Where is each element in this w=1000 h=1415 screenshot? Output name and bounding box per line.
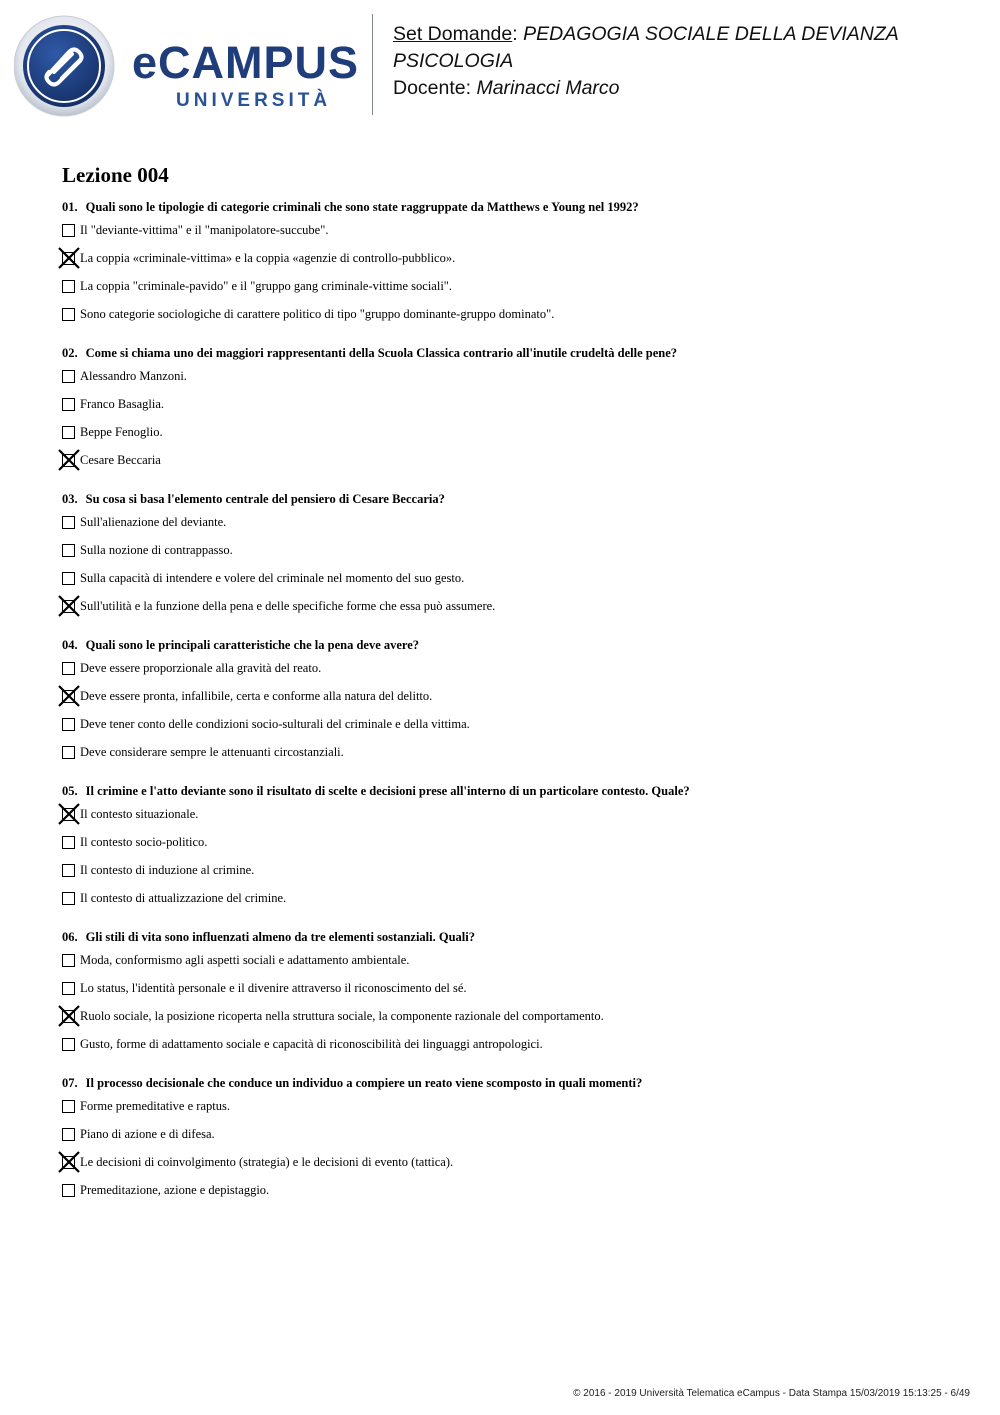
set-line [393, 21, 983, 75]
answer-text: Il contesto situazionale. [80, 807, 199, 821]
question-item [62, 489, 962, 621]
answer-text: Deve essere proporzionale alla gravità del reato. [80, 661, 322, 675]
question-label: Come si chiama uno dei maggiori rappresentanti della Scuola Classica contrario all'inutile crudeltà delle pene? [85, 346, 678, 360]
answer-option[interactable] [62, 301, 962, 329]
x-mark-icon [57, 594, 81, 618]
checkbox[interactable] [62, 1038, 75, 1051]
answer-option[interactable] [62, 711, 962, 739]
question-text [62, 635, 962, 655]
question-set [62, 161, 962, 1205]
answer-text: Sull'utilità e la funzione della pena e delle specifiche forme che essa può assumere. [80, 599, 496, 613]
question-item [62, 343, 962, 475]
checkbox[interactable] [62, 280, 75, 293]
checkbox[interactable] [62, 718, 75, 731]
checkbox[interactable] [62, 516, 75, 529]
answer-option[interactable] [62, 1149, 962, 1177]
question-label: Quali sono le tipologie di categorie criminali che sono state raggruppate da Matthews e Young nel 1992? [85, 200, 639, 214]
answer-text: Alessandro Manzoni. [80, 369, 187, 383]
checkbox[interactable] [62, 224, 75, 237]
checkbox[interactable] [62, 426, 75, 439]
answer-text: La coppia «criminale-vittima» e la coppia «agenzie di controllo-pubblico». [80, 251, 456, 265]
question-item [62, 197, 962, 329]
question-number: 01. [62, 200, 78, 214]
questions-list [62, 197, 962, 1205]
question-number: 06. [62, 930, 78, 944]
question-label: Quali sono le principali caratteristiche che la pena deve avere? [85, 638, 420, 652]
answer-text: Deve tener conto delle condizioni socio-sulturali del criminale e della vittima. [80, 717, 470, 731]
logo-brand-text: eCAMPUS [132, 37, 359, 88]
docente-name: Marinacci Marco [476, 77, 620, 99]
question-label: Su cosa si basa l'elemento centrale del pensiero di Cesare Beccaria? [85, 492, 445, 506]
answer-option[interactable] [62, 655, 962, 683]
question-number: 02. [62, 346, 78, 360]
question-text [62, 489, 962, 509]
question-number: 03. [62, 492, 78, 506]
answer-option[interactable] [62, 537, 962, 565]
answer-option[interactable] [62, 683, 962, 711]
checkbox[interactable] [62, 1100, 75, 1113]
answer-option[interactable] [62, 739, 962, 767]
question-item [62, 635, 962, 767]
page-footer: © 2016 - 2019 Università Telematica eCampus - Data Stampa 15/03/2019 15:13:25 - 6/49 [573, 1388, 970, 1399]
set-colon: : [512, 23, 524, 45]
answer-option[interactable] [62, 1003, 962, 1031]
answer-text: Lo status, l'identità personale e il divenire attraverso il riconoscimento del sé. [80, 981, 467, 995]
answer-option[interactable] [62, 391, 962, 419]
answer-text: Beppe Fenoglio. [80, 425, 163, 439]
answer-text: Sulla capacità di intendere e volere del criminale nel momento del suo gesto. [80, 571, 465, 585]
answer-text: Franco Basaglia. [80, 397, 165, 411]
answer-text: Il contesto di induzione al crimine. [80, 863, 255, 877]
question-label: Gli stili di vita sono influenzati almeno da tre elementi sostanziali. Quali? [85, 930, 475, 944]
answer-option[interactable] [62, 419, 962, 447]
answer-option[interactable] [62, 947, 962, 975]
answer-option[interactable] [62, 829, 962, 857]
question-item [62, 927, 962, 1059]
checkbox[interactable] [62, 544, 75, 557]
x-mark-icon [57, 448, 81, 472]
checkbox[interactable] [62, 1184, 75, 1197]
answer-option[interactable] [62, 857, 962, 885]
checkbox[interactable] [62, 398, 75, 411]
checkbox[interactable] [62, 1128, 75, 1141]
answer-option[interactable] [62, 593, 962, 621]
x-mark-icon [57, 1004, 81, 1028]
answer-option[interactable] [62, 1121, 962, 1149]
answer-option[interactable] [62, 565, 962, 593]
answer-option[interactable] [62, 885, 962, 913]
x-mark-icon [57, 684, 81, 708]
checkbox[interactable] [62, 864, 75, 877]
header-info [393, 21, 983, 102]
docente-label: Docente: [393, 77, 477, 99]
x-mark-icon [57, 802, 81, 826]
answer-text: Forme premeditative e raptus. [80, 1099, 230, 1113]
set-title: PEDAGOGIA SOCIALE DELLA DEVIANZA PSICOLOGIA [393, 23, 899, 72]
answer-option[interactable] [62, 509, 962, 537]
question-number: 04. [62, 638, 78, 652]
answer-text: Il contesto di attualizzazione del crimine. [80, 891, 287, 905]
answer-option[interactable] [62, 1093, 962, 1121]
lesson-title: Lezione 004 [62, 163, 169, 187]
checkbox[interactable] [62, 746, 75, 759]
answer-text: Premeditazione, azione e depistaggio. [80, 1183, 270, 1197]
header-divider [372, 14, 373, 115]
question-text [62, 197, 962, 217]
question-number: 07. [62, 1076, 78, 1090]
docente-line [393, 75, 983, 102]
x-mark-icon [57, 246, 81, 270]
answer-text: Gusto, forme di adattamento sociale e capacità di riconoscibilità dei linguaggi antropologici. [80, 1037, 543, 1051]
question-item [62, 781, 962, 913]
checkbox[interactable] [62, 308, 75, 321]
answer-text: Deve essere pronta, infallibile, certa e conforme alla natura del delitto. [80, 689, 433, 703]
answer-text: Il "deviante-vittima" e il "manipolatore-succube". [80, 223, 329, 237]
answer-text: Cesare Beccaria [80, 453, 161, 467]
page-header [0, 0, 1000, 130]
answer-text: Il contesto socio-politico. [80, 835, 208, 849]
answer-text: Sono categorie sociologiche di carattere politico di tipo "gruppo dominante-gruppo dominato". [80, 307, 555, 321]
answer-text: Ruolo sociale, la posizione ricoperta nella struttura sociale, la componente razionale del comportamento. [80, 1009, 604, 1023]
answer-text: Piano di azione e di difesa. [80, 1127, 215, 1141]
question-text [62, 343, 962, 363]
checkbox[interactable] [62, 954, 75, 967]
answer-option[interactable] [62, 801, 962, 829]
question-text [62, 927, 962, 947]
answer-text: Sull'alienazione del deviante. [80, 515, 227, 529]
answer-option[interactable] [62, 447, 962, 475]
answer-text: Deve considerare sempre le attenuanti circostanziali. [80, 745, 344, 759]
question-text [62, 1073, 962, 1093]
checkbox[interactable] [62, 982, 75, 995]
answer-option[interactable] [62, 245, 962, 273]
checkbox[interactable] [62, 370, 75, 383]
question-text [62, 781, 962, 801]
logo-subtitle-text: UNIVERSITÀ [176, 90, 332, 111]
answer-option[interactable] [62, 273, 962, 301]
answer-text: La coppia "criminale-pavido" e il "gruppo gang criminale-vittime sociali". [80, 279, 453, 293]
question-number: 05. [62, 784, 78, 798]
answer-text: Moda, conformismo agli aspetti sociali e adattamento ambientale. [80, 953, 410, 967]
answer-option[interactable] [62, 217, 962, 245]
checkbox[interactable] [62, 892, 75, 905]
question-label: Il crimine e l'atto deviante sono il risultato di scelte e decisioni prese all'interno di un particolare contesto. Quale? [85, 784, 690, 798]
answer-option[interactable] [62, 1177, 962, 1205]
answer-option[interactable] [62, 363, 962, 391]
checkbox[interactable] [62, 572, 75, 585]
set-label: Set Domande [393, 23, 513, 45]
question-item [62, 1073, 962, 1205]
checkbox[interactable] [62, 662, 75, 675]
x-mark-icon [57, 1150, 81, 1174]
question-label: Il processo decisionale che conduce un individuo a compiere un reato viene scomposto in quali momenti? [85, 1076, 643, 1090]
answer-text: Sulla nozione di contrappasso. [80, 543, 233, 557]
ecampus-logo [14, 14, 359, 118]
checkbox[interactable] [62, 836, 75, 849]
answer-option[interactable] [62, 1031, 962, 1059]
answer-text: Le decisioni di coinvolgimento (strategia) e le decisioni di evento (tattica). [80, 1155, 454, 1169]
answer-option[interactable] [62, 975, 962, 1003]
